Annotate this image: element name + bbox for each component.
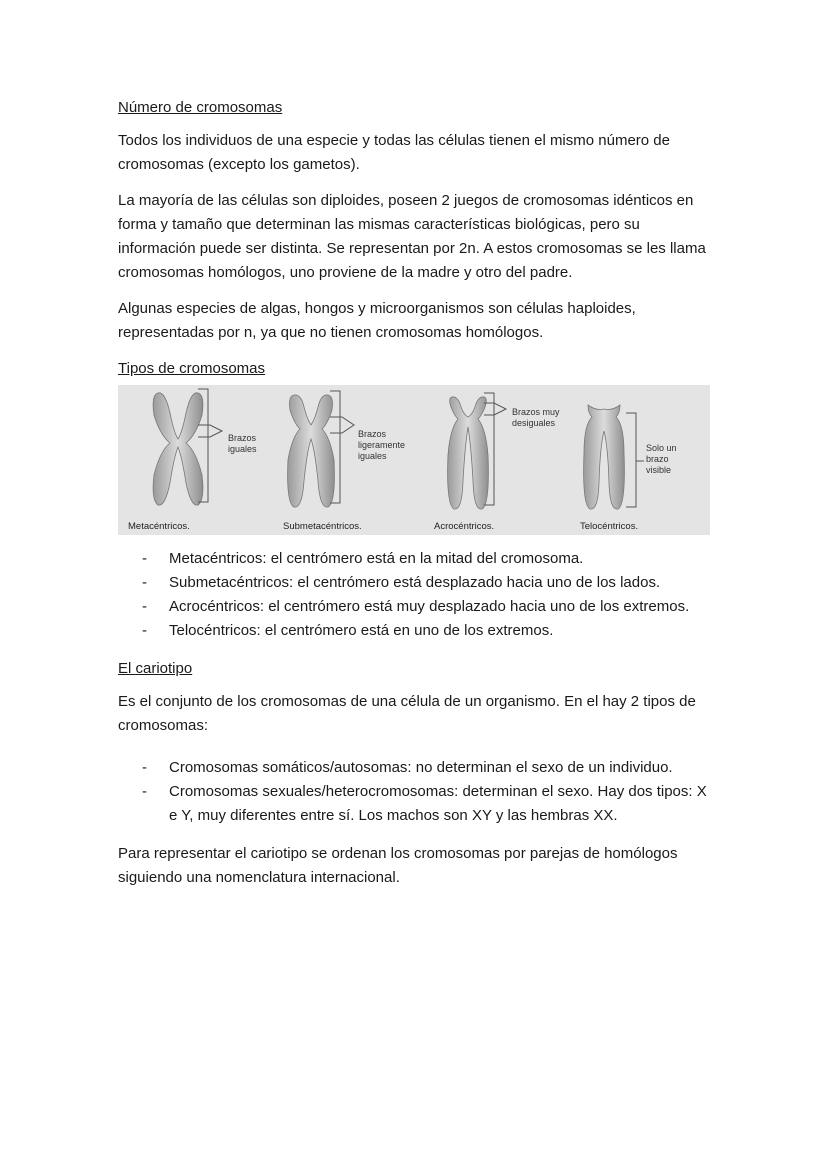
paragraph-3: Algunas especies de algas, hongos y microorganismos son células haploides, representadas por n, ya que no tienen cromosomas homólogos.	[118, 300, 636, 341]
caption-telocentricos: Telocéntricos.	[580, 521, 639, 532]
heading-numero-cromosomas: Número de cromosomas	[118, 99, 283, 116]
list-item: - Cromosomas sexuales/heterocromosomas: determinan el sexo. Hay dos tipos: X e Y, muy diferentes entre sí. Los machos son XY y las hembras XX.	[142, 783, 707, 824]
paragraph-1: Todos los individuos de una especie y todas las células tienen el mismo número de cromosomas (excepto los gametos).	[118, 132, 670, 173]
chromosome-illustration	[118, 385, 710, 535]
chromosome-types-figure	[118, 385, 710, 535]
caption-metacentricos: Metacéntricos.	[128, 521, 190, 532]
karyotype-list	[118, 756, 718, 828]
paragraph-5: Para representar el cariotipo se ordenan los cromosomas por parejas de homólogos siguiendo una nomenclatura internacional.	[118, 845, 678, 886]
chromosome-types-list	[118, 547, 718, 643]
label-brazos-iguales: Brazos iguales	[228, 433, 257, 454]
list-item: - Metacéntricos: el centrómero está en la mitad del cromosoma.	[142, 550, 584, 567]
document-page	[118, 96, 718, 902]
list-item: - Acrocéntricos: el centrómero está muy desplazado hacia uno de los extremos.	[142, 598, 690, 615]
submetacentric-chromosome	[288, 395, 335, 507]
list-item: - Submetacéntricos: el centrómero está desplazado hacia uno de los lados.	[142, 574, 661, 591]
heading-cariotipo: El cariotipo	[118, 660, 193, 677]
label-brazos-ligeramente-iguales: Brazos ligeramente iguales	[358, 429, 406, 461]
caption-submetacentricos: Submetacéntricos.	[283, 521, 362, 532]
label-brazos-muy-desiguales: Brazos muy desiguales	[512, 407, 560, 428]
metacentric-chromosome	[153, 393, 203, 505]
list-item: - Telocéntricos: el centrómero está en uno de los extremos.	[142, 622, 554, 639]
telocentric-chromosome	[584, 405, 625, 509]
list-item: - Cromosomas somáticos/autosomas: no determinan el sexo de un individuo.	[142, 759, 673, 776]
heading-tipos-cromosomas: Tipos de cromosomas	[118, 360, 265, 377]
acrocentric-chromosome	[448, 397, 489, 509]
caption-acrocentricos: Acrocéntricos.	[434, 521, 495, 532]
paragraph-2: La mayoría de las células son diploides, poseen 2 juegos de cromosomas idénticos en forma y tamaño que determinan las mismas características biológicas, pero su información puede ser distinta. Se representan por 2n. A estos cromosomas se les llama cromosomas homólogos, uno proviene de la madre y otro del padre.	[118, 192, 706, 281]
label-solo-un-brazo-visible: Solo un brazo visible	[646, 443, 677, 475]
paragraph-4: Es el conjunto de los cromosomas de una célula de un organismo. En el hay 2 tipos de cromosomas:	[118, 693, 696, 734]
